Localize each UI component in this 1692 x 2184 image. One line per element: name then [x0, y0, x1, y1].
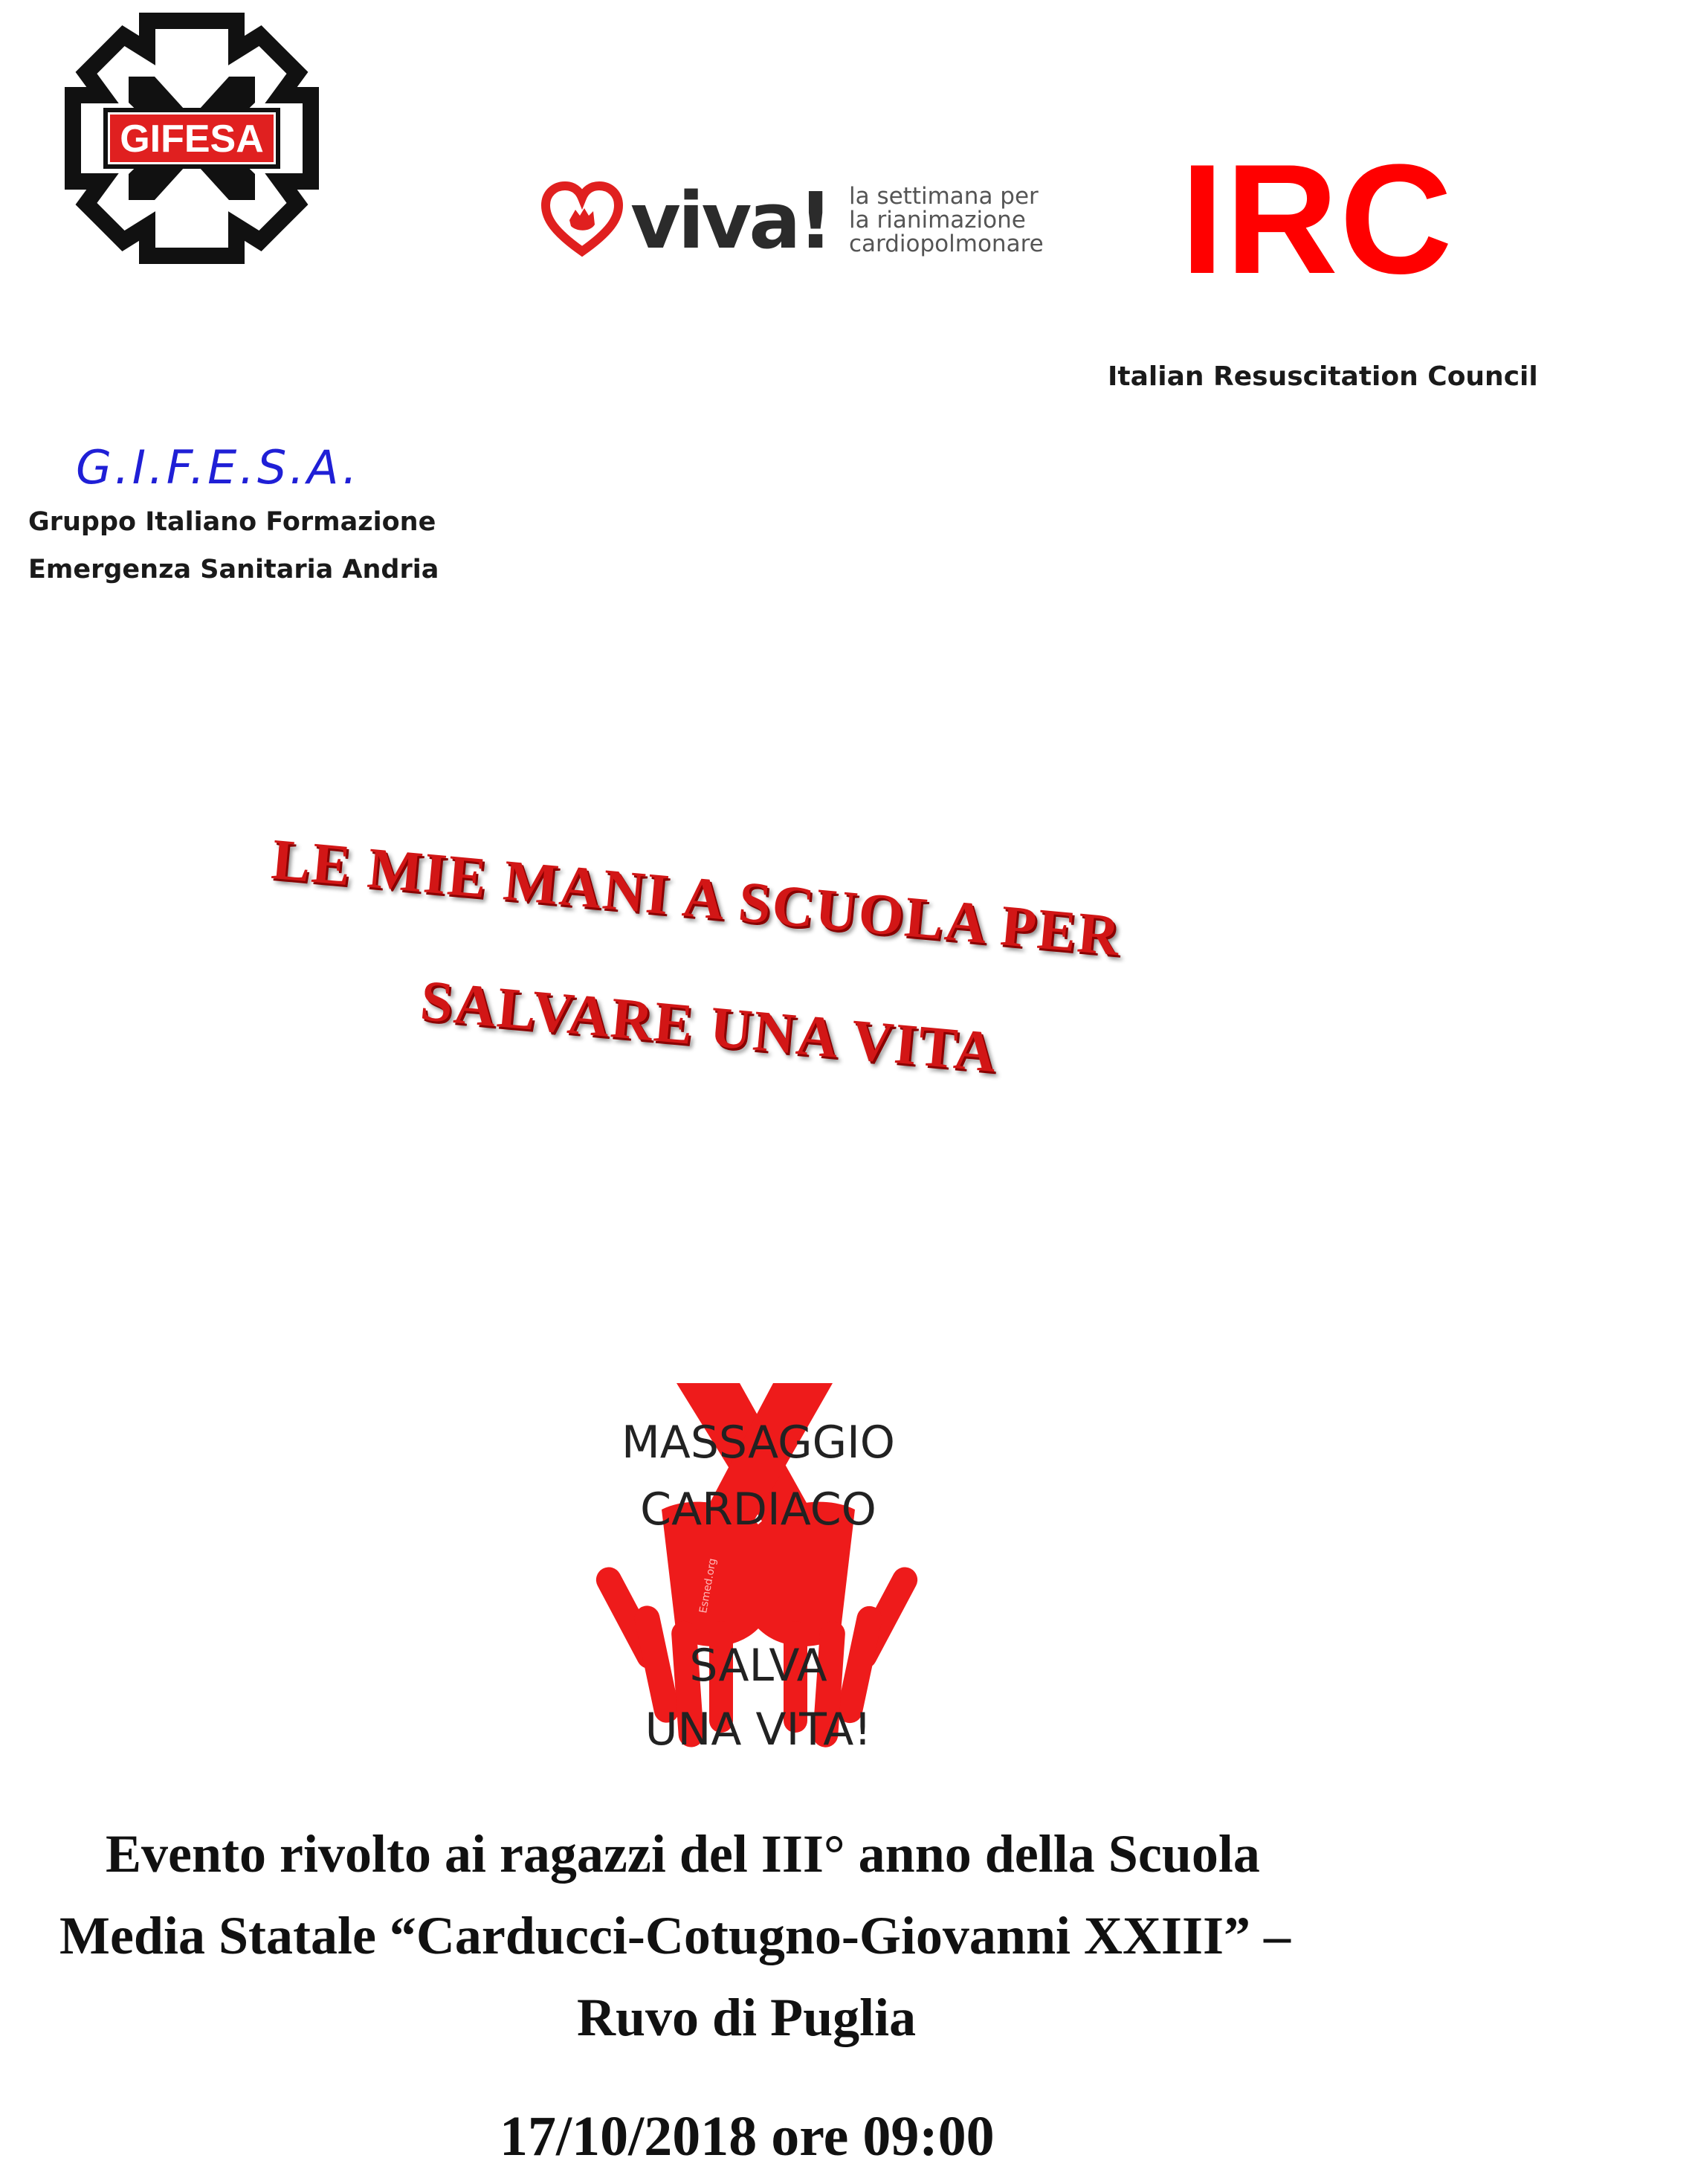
event-description-line3: Ruvo di Puglia	[577, 1988, 917, 2047]
event-title-line2: SALVARE UNA VITA	[418, 967, 1001, 1085]
organizer-abbreviation: G.I.F.E.S.A.	[76, 440, 361, 495]
gifesa-logo-text: GIFESA	[120, 117, 264, 161]
viva-tagline-line: cardiopolmonare	[849, 231, 1044, 257]
irc-subtitle: Italian Resuscitation Council	[1108, 361, 1538, 392]
organizer-name-line1: Gruppo Italiano Formazione	[28, 507, 436, 537]
hands-watermark: Esmed.org	[697, 1557, 719, 1614]
event-description-line2: Media Statale “Carducci-Cotugno-Giovanni XXIII” –	[59, 1906, 1291, 1965]
hands-image	[587, 1383, 929, 1770]
irc-logo-title: IRC	[1181, 132, 1454, 306]
gifesa-logo	[58, 6, 326, 271]
viva-tagline	[849, 184, 1044, 256]
viva-logo	[541, 173, 1047, 269]
hands-text-line2: CARDIACO	[640, 1484, 876, 1536]
heart-hand-icon	[541, 180, 623, 262]
hands-text-line4: UNA VITA!	[645, 1704, 872, 1756]
hands-text-line3: SALVA	[689, 1640, 827, 1692]
viva-tagline-line: la settimana per	[849, 183, 1039, 210]
hands-text-line1: MASSAGGIO	[621, 1417, 895, 1469]
viva-tagline-line: la rianimazione	[849, 207, 1026, 233]
event-title-line1: LE MIE MANI A SCUOLA PER	[269, 825, 1124, 968]
viva-word: viva!	[630, 175, 830, 266]
event-date: 17/10/2018 ore 09:00	[500, 2105, 995, 2168]
organizer-name-line2: Emergenza Sanitaria Andria	[28, 555, 439, 584]
event-description-line1: Evento rivolto ai ragazzi del III° anno della Scuola	[106, 1824, 1260, 1884]
